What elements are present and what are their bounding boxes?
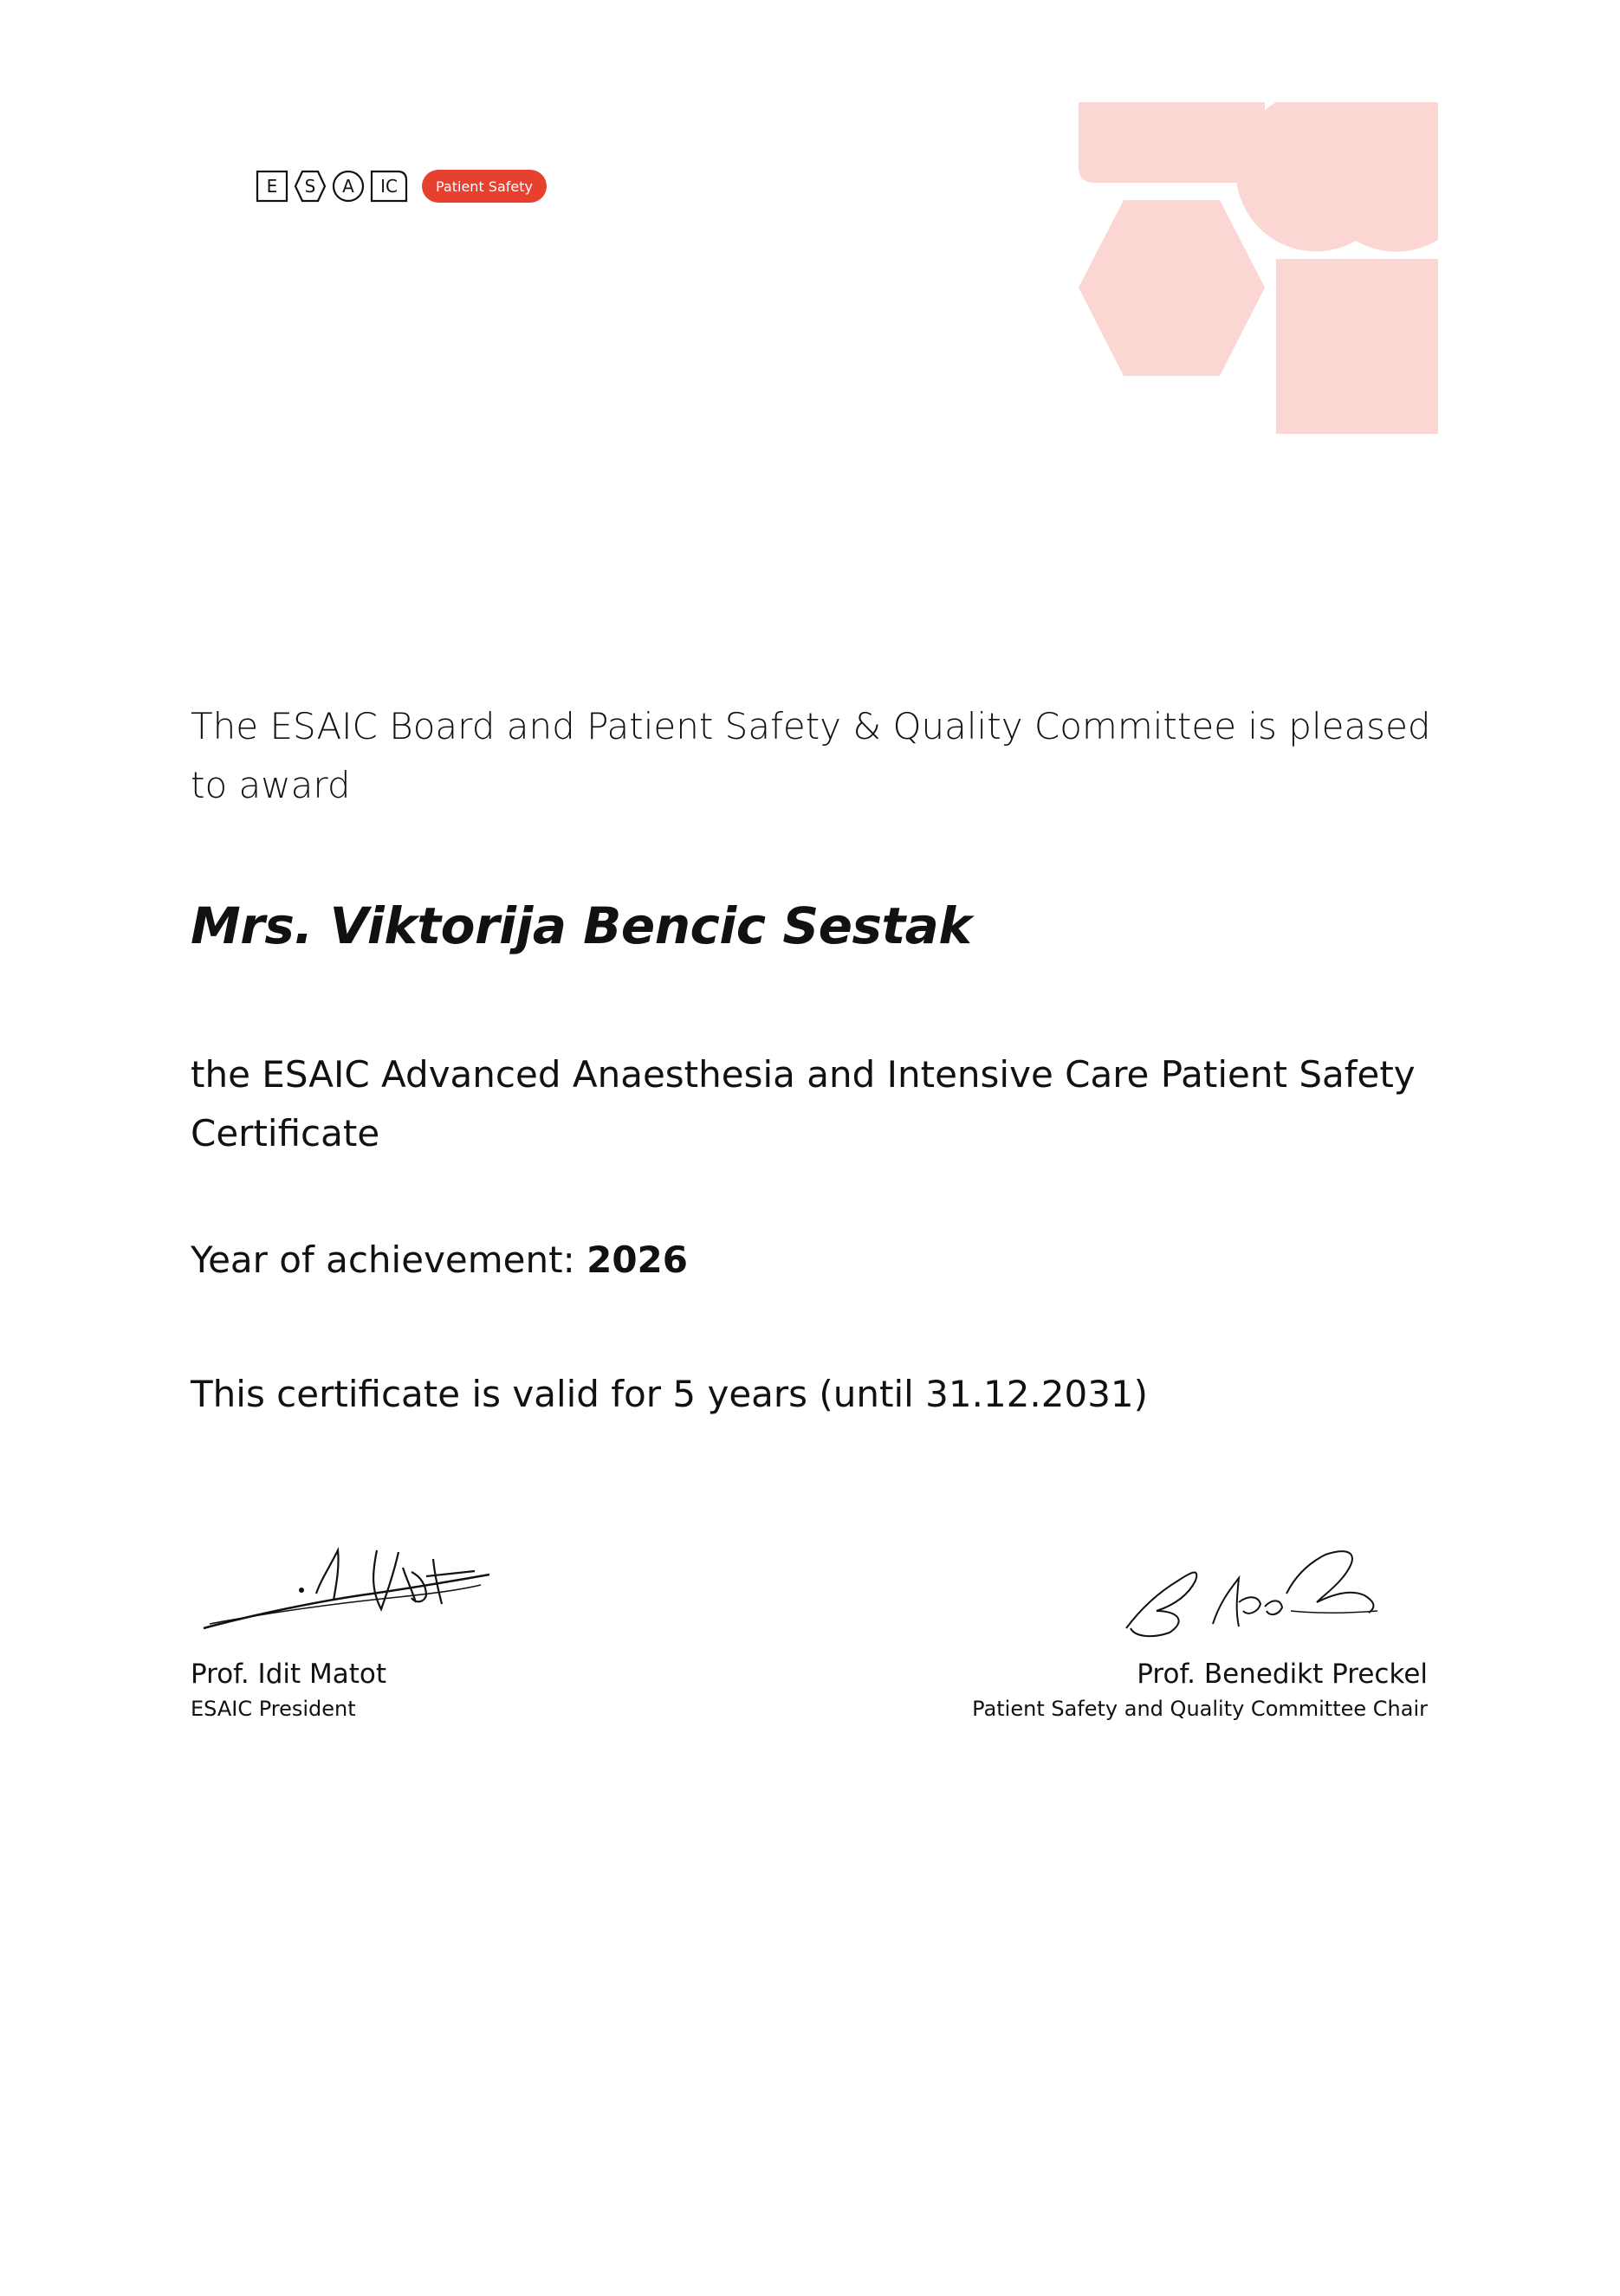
logo-letter-s: S [294, 170, 327, 203]
signatory-name: Prof. Benedikt Preckel [1137, 1659, 1428, 1690]
signatory-name: Prof. Idit Matot [191, 1659, 387, 1690]
year-label: Year of achievement: [191, 1239, 575, 1281]
signatory-president [191, 1659, 386, 1721]
certificate-title: the ESAIC Advanced Anaesthesia and Intensive Care Patient Safety Certificate [191, 1053, 1416, 1154]
signatory-committee-chair [972, 1659, 1428, 1721]
circle-shape [1236, 102, 1438, 252]
signature-preckel-image [1118, 1542, 1386, 1646]
square-shape [1276, 259, 1438, 434]
logo-letter-ic: IC [370, 170, 408, 203]
logo-letter-a: A [332, 170, 365, 203]
patient-safety-badge: Patient Safety [422, 170, 547, 203]
hexagon-shape [1079, 200, 1265, 376]
esaic-logo [256, 169, 547, 204]
award-intro-text: The ESAIC Board and Patient Safety & Quality Committee is pleased to award [191, 705, 1431, 806]
logo-letter-e: E [256, 170, 288, 203]
validity-text: This certificate is valid for 5 years (until 31.12.2031) [191, 1373, 1149, 1415]
year-value: 2026 [586, 1239, 689, 1281]
signatory-role: ESAIC President [191, 1697, 356, 1721]
decorative-shapes [1074, 102, 1438, 436]
year-of-achievement [191, 1239, 688, 1281]
signature-matot-image [199, 1533, 494, 1637]
signatory-role: Patient Safety and Quality Committee Chair [972, 1697, 1428, 1721]
recipient-name: Mrs. Viktorija Bencic Sestak [191, 896, 972, 955]
